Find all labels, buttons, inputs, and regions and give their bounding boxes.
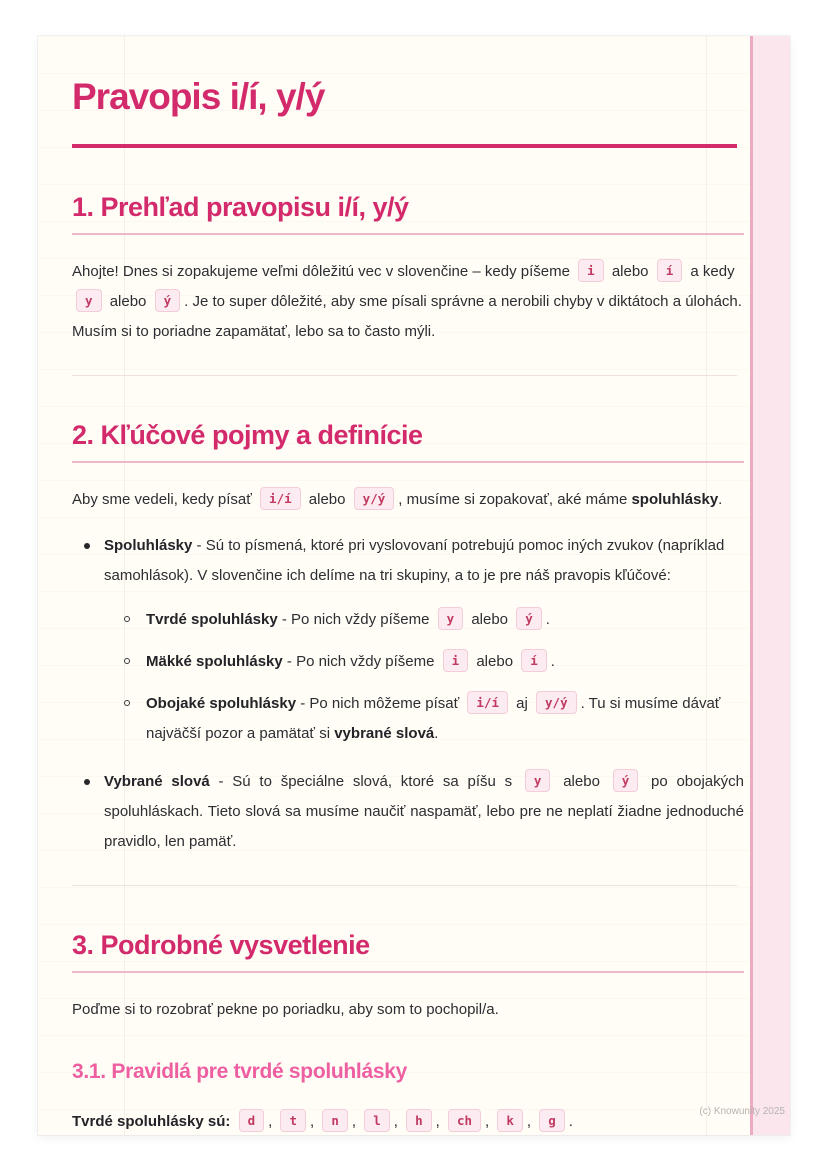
accent-stripe — [750, 36, 790, 1135]
list-item — [72, 767, 744, 857]
document-content — [72, 36, 744, 1135]
bullet-icon — [84, 779, 90, 785]
code-chip: i/í — [260, 487, 301, 510]
sublist-item-text: Tvrdé spoluhlásky - Po nich vždy píšeme y alebo ý . — [146, 611, 550, 628]
bold-text: Obojaké spoluhlásky — [146, 695, 297, 712]
consonant-sublist — [104, 605, 744, 749]
circle-bullet-icon — [124, 700, 130, 706]
code-chip: i — [443, 649, 469, 672]
code-chip: n — [322, 1109, 348, 1132]
bold-text: Spoluhlásky — [104, 537, 193, 554]
code-chip: d — [239, 1109, 265, 1132]
code-chip: y — [438, 607, 464, 630]
bold-text: spoluhlásky — [631, 491, 719, 508]
bullet-icon — [84, 543, 90, 549]
footer-credit: (c) Knowunity 2025 — [699, 1106, 785, 1117]
bold-text: vybrané slová — [334, 725, 435, 742]
code-chip: y — [76, 289, 102, 312]
sublist-item — [104, 605, 744, 635]
code-chip: y/ý — [536, 691, 577, 714]
code-chip: l — [364, 1109, 390, 1132]
code-chip: ch — [448, 1109, 481, 1132]
section-divider — [72, 885, 737, 886]
bold-text: Tvrdé spoluhlásky sú: — [72, 1113, 231, 1130]
code-chip: y — [525, 769, 551, 792]
section-divider — [72, 375, 737, 376]
section-2-intro: Aby sme vedeli, kedy písať i/í alebo y/ý , musíme si zopakovať, aké máme spoluhlásky. — [72, 485, 744, 515]
circle-bullet-icon — [124, 616, 130, 622]
bold-text: Vybrané slová — [104, 773, 210, 790]
bold-text: Tvrdé spoluhlásky — [146, 611, 278, 628]
section-3-intro: Poďme si to rozobrať pekne po poriadku, aby som to pochopil/a. — [72, 1001, 499, 1018]
code-chip: í — [657, 259, 683, 282]
code-chip: í — [521, 649, 547, 672]
title-rule — [72, 144, 737, 148]
bold-text: Mäkké spoluhlásky — [146, 653, 283, 670]
section-3-heading: 3. Podrobné vysvetlenie — [72, 930, 744, 973]
sublist-item-text: Obojaké spoluhlásky - Po nich môžeme písať i/í aj y/ý . Tu si musíme dávať najväčší pozor a pamätať si vybrané slová. — [146, 695, 720, 742]
sublist-item — [104, 647, 744, 677]
section-2-heading: 2. Kľúčové pojmy a definície — [72, 420, 744, 463]
list-item-text: Vybrané slová - Sú to špeciálne slová, ktoré sa píšu s y alebo ý po obojakých spoluhláskach. Tieto slová sa musíme naučiť naspamäť, lebo pre ne neplatí žiadne jednoduché pravidlo, len pamäť. — [104, 773, 744, 850]
code-chip: k — [497, 1109, 523, 1132]
definitions-list — [72, 531, 744, 857]
document-page — [38, 36, 790, 1135]
code-chip: ý — [155, 289, 181, 312]
section-1-heading: 1. Prehľad pravopisu i/í, y/ý — [72, 192, 744, 235]
code-chip: ý — [613, 769, 639, 792]
code-chip: i/í — [467, 691, 508, 714]
code-chip: g — [539, 1109, 565, 1132]
code-chip: h — [406, 1109, 432, 1132]
list-item — [72, 531, 744, 749]
code-chip: ý — [516, 607, 542, 630]
section-1-paragraph: Ahojte! Dnes si zopakujeme veľmi dôležitú vec v slovenčine – kedy píšeme i alebo í a kedy y alebo ý . Je to super dôležité, aby sme písali správne a nerobili chyby v diktátoch a úlohách. Musím si to poriadne zapamätať, lebo sa to často mýli. — [72, 257, 744, 347]
hard-consonants-line: Tvrdé spoluhlásky sú: d , t , n , l , h , ch , k , g . — [72, 1107, 744, 1135]
code-chip: i — [578, 259, 604, 282]
page-title: Pravopis i/í, y/ý — [72, 76, 325, 117]
circle-bullet-icon — [124, 658, 130, 664]
list-item-text: Spoluhlásky - Sú to písmená, ktoré pri vyslovovaní potrebujú pomoc iných zvukov (napríklad samohlások). V slovenčine ich delíme na tri skupiny, a to je pre náš pravopis kľúčové: — [104, 537, 725, 584]
section-3-1-heading: 3.1. Pravidlá pre tvrdé spoluhlásky — [72, 1060, 407, 1083]
code-chip: t — [280, 1109, 306, 1132]
code-chip: y/ý — [354, 487, 395, 510]
sublist-item — [104, 689, 744, 749]
sublist-item-text: Mäkké spoluhlásky - Po nich vždy píšeme i alebo í . — [146, 653, 555, 670]
